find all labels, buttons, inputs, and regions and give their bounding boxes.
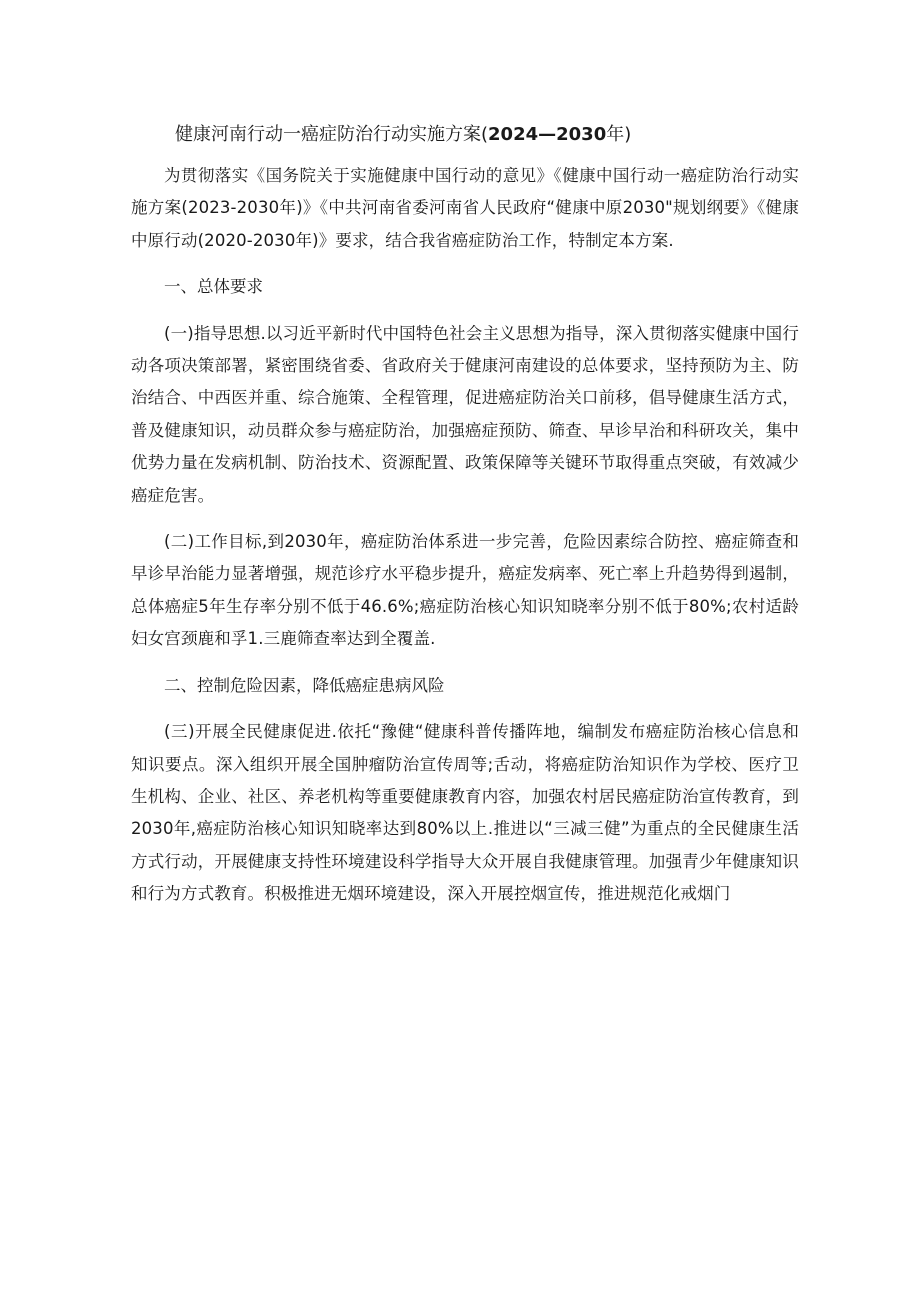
title-main: 健康河南行动一癌症防治行动实施方案( bbox=[175, 124, 489, 145]
title-end: 年) bbox=[606, 124, 632, 145]
document-body bbox=[131, 120, 799, 925]
health-promotion-paragraph: (三)开展全民健康促进.依托“豫健“健康科普传播阵地，编制发布癌症防治核心信息和知识要点。深入组织开展全国肿瘤防治宣传周等;舌动，将癌症防治知识作为学校、医疗卫生机构、企业、社区、养老机构等重要健康教育内容，加强农村居民癌症防治宣传教育，到2030年,癌症防治核心知识知晓率达到80%以上.推进以“三减三健”为重点的全民健康生活方式行动，开展健康支持性环境建设科学指导大众开展自我健康管理。加强青少年健康知识和行为方式教育。积极推进无烟环境建设，深入开展控烟宣传，推进规范化戒烟门 bbox=[131, 722, 799, 904]
guiding-ideology-paragraph: (一)指导思想.以习近平新时代中国特色社会主义思想为指导，深入贯彻落实健康中国行动各项决策部署，紧密围绕省委、省政府关于健康河南建设的总体要求，坚持预防为主、防治结合、中西医并重、综合施策、全程管理，促进癌症防治关口前移，倡导健康生活方式，普及健康知识，动员群众参与癌症防治，加强癌症预防、筛查、早诊早治和科研攻关，集中优势力量在发病机制、防治技术、资源配置、政策保障等关键环节取得重点突破，有效减少癌症危害。 bbox=[131, 323, 799, 505]
intro-paragraph: 为贯彻落实《国务院关于实施健康中国行动的意见》《健康中国行动一癌症防治行动实施方案(2023-2030年)》《中共河南省委河南省人民政府“健康中原2030"规划纲要》《健康中原行动(2020-2030年)》要求，结合我省癌症防治工作，特制定本方案. bbox=[131, 166, 799, 250]
section-heading-general-requirements: 一、总体要求 bbox=[164, 277, 263, 297]
work-goals-paragraph: (二)工作目标,到2030年，癌症防治体系进一步完善，危险因素综合防控、癌症筛查和早诊早治能力显著增强，规范诊疗水平稳步提升，癌症发病率、死亡率上升趋势得到遏制，总体癌症5年生存率分别不低于46.6%;癌症防治核心知识知晓率分别不低于80%;农村适龄妇女宫颈鹿和孚1.三鹿筛查率达到全覆盖. bbox=[131, 532, 799, 649]
document-title bbox=[131, 120, 799, 150]
section-heading-risk-control: 二、控制危险因素，降低癌症患病风险 bbox=[164, 675, 445, 695]
title-years: 2024—2030 bbox=[488, 124, 607, 145]
